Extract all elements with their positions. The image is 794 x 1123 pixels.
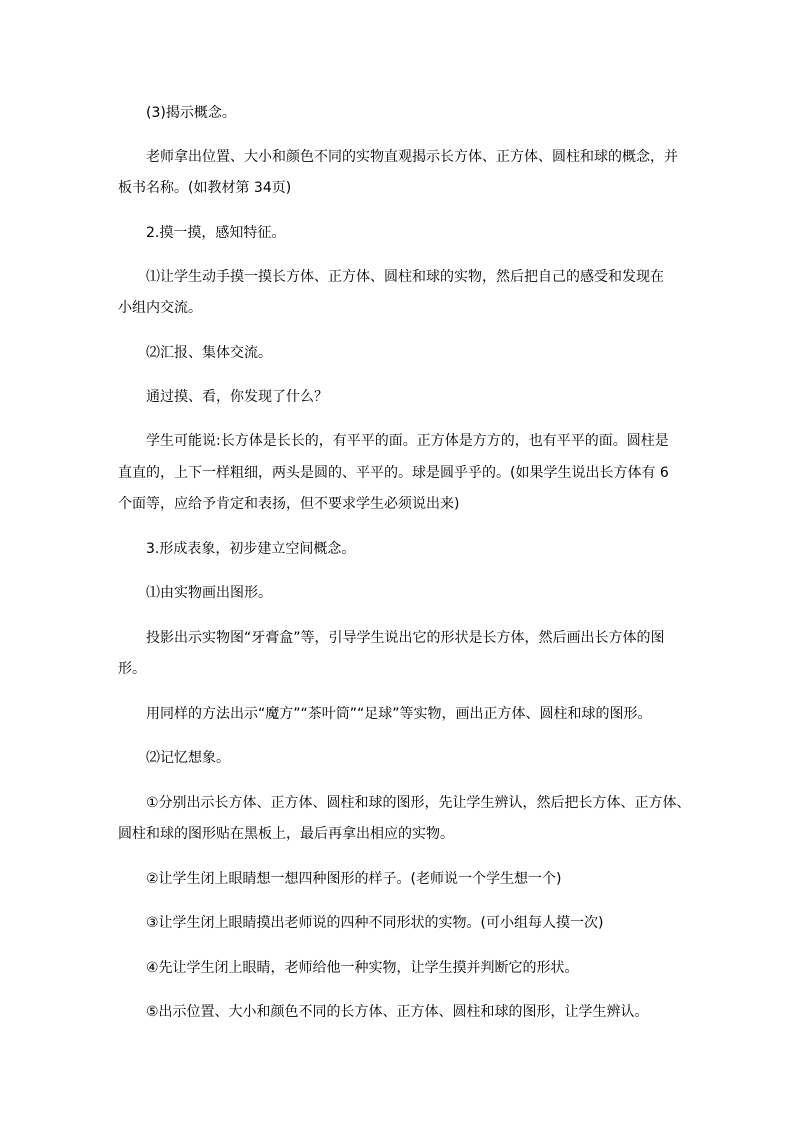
text-line: ②让学生闭上眼睛想一想四种图形的样子。(老师说一个学生想一个) (146, 871, 562, 887)
text-line: 老师拿出位置、大小和颜色不同的实物直观揭示长方体、正方体、圆柱和球的概念，并 (146, 149, 678, 165)
text-line: ⑵汇报、集体交流。 (146, 345, 272, 361)
text-line: 圆柱和球的图形贴在黑板上，最后再拿出相应的实物。 (118, 826, 454, 842)
text-line: 个面等，应给予肯定和表扬，但不要求学生必须说出来) (118, 496, 460, 512)
text-line: 用同样的方法出示“魔方”“茶叶筒”“足球”等实物，画出正方体、圆柱和球的图形。 (146, 706, 652, 722)
text-line: ⑴由实物画出图形。 (146, 585, 272, 601)
text-line: 板书名称。(如教材第 34页) (118, 180, 292, 196)
text-line: 小组内交流。 (118, 300, 202, 316)
text-line: 形。 (118, 661, 146, 677)
text-line: 通过摸、看，你发现了什么？ (146, 389, 328, 405)
text-line: 直直的，上下一样粗细，两头是圆的、平平的。球是圆乎乎的。(如果学生说出长方体有 6 (118, 465, 669, 481)
text-line: ⑴让学生动手摸一摸长方体、正方体、圆柱和球的实物，然后把自己的感受和发现在 (146, 269, 664, 285)
text-line: 学生可能说:长方体是长长的，有平平的面。正方体是方方的，也有平平的面。圆柱是 (146, 433, 669, 449)
text-line: ①分别出示长方体、正方体、圆柱和球的图形，先让学生辨认，然后把长方体、正方体、 (146, 795, 691, 811)
text-line: ⑵记忆想象。 (146, 750, 230, 766)
text-line: ③让学生闭上眼睛摸出老师说的四种不同形状的实物。(可小组每人摸一次) (146, 915, 604, 931)
text-line: 3.形成表象，初步建立空间概念。 (146, 541, 356, 557)
text-line: (3)揭示概念。 (146, 105, 236, 121)
text-line: ⑤出示位置、大小和颜色不同的长方体、正方体、圆柱和球的图形，让学生辨认。 (146, 1004, 649, 1020)
text-line: ④先让学生闭上眼睛，老师给他一种实物，让学生摸并判断它的形状。 (146, 960, 579, 976)
text-line: 2.摸一摸，感知特征。 (146, 225, 286, 241)
text-line: 投影出示实物图“牙膏盒”等，引导学生说出它的形状是长方体，然后画出长方体的图 (146, 630, 665, 646)
